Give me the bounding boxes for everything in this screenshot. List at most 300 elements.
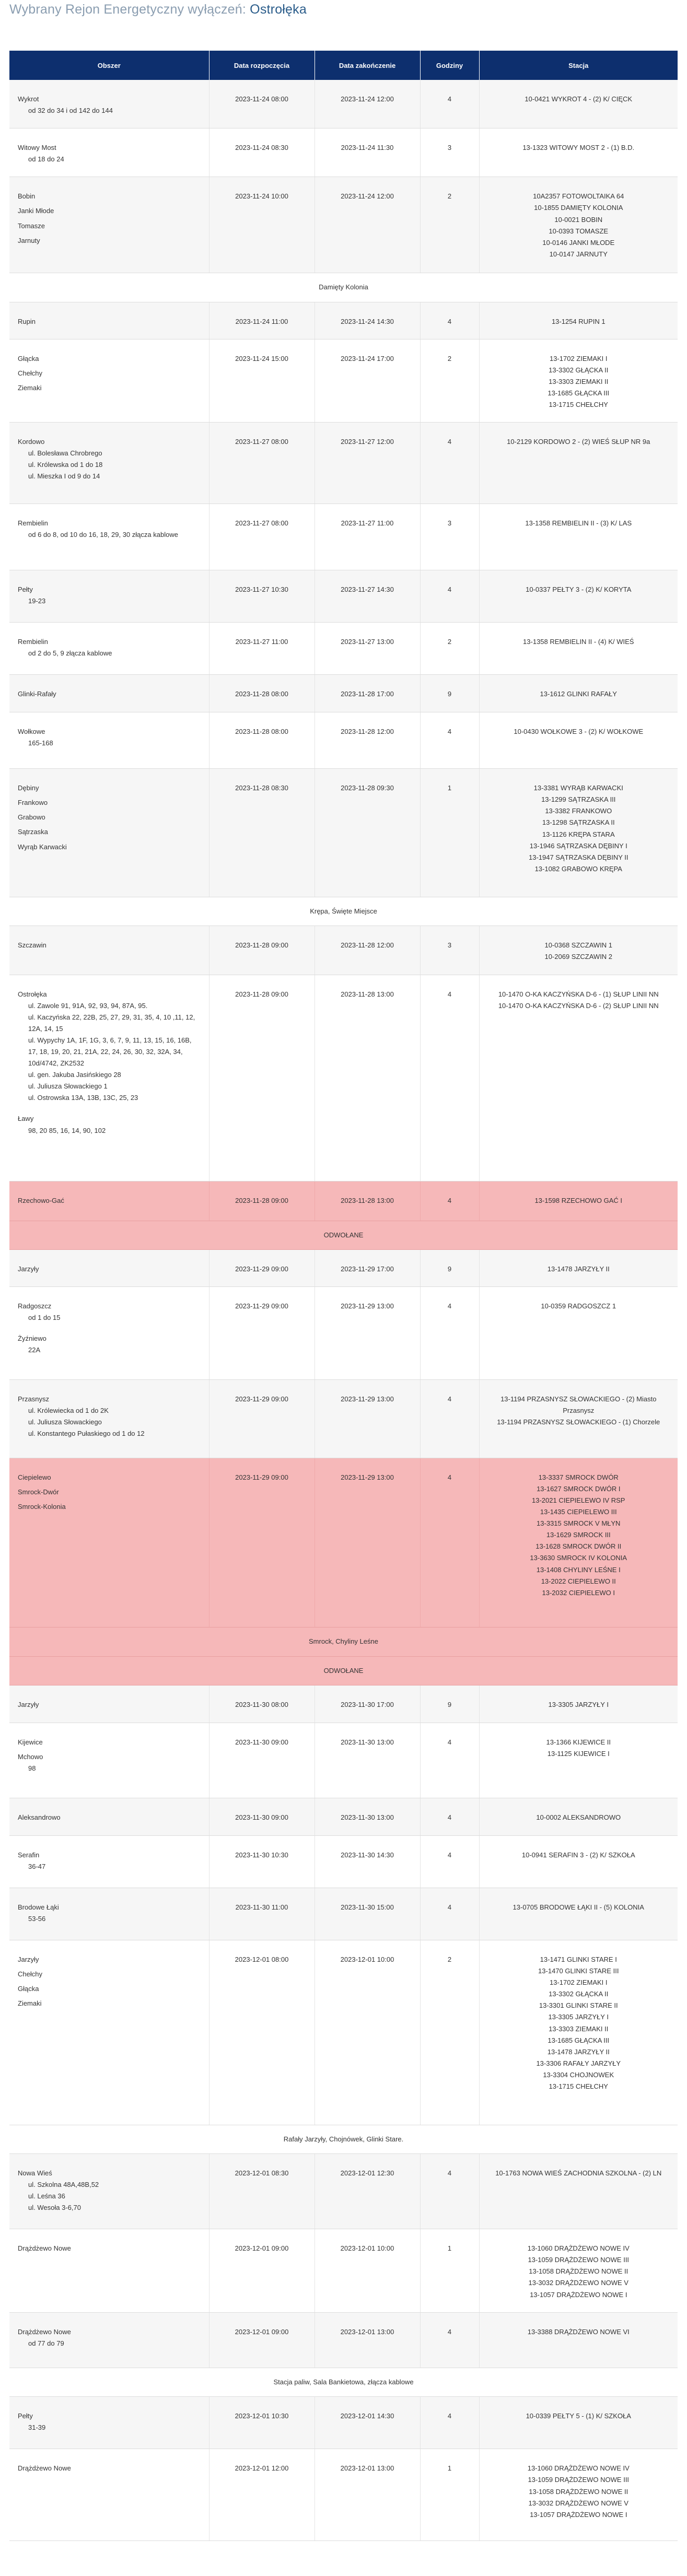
table-row [9,177,678,273]
table-header [9,51,678,80]
station-name: 13-1628 SMROCK DWÓR II [535,1542,622,1551]
table-row [9,1723,678,1798]
station-name: 10-1763 NOWA WIEŚ ZACHODNIA SZKOLNA - (2) LN [495,2169,662,2177]
station-name: 10-0146 JANKI MŁODE [542,238,615,247]
table-row [9,1286,678,1379]
end-date-cell: 2023-11-28 13:00 [315,975,420,1181]
location-detail: od 1 do 15 [28,1313,61,1321]
area-cell [9,1723,209,1798]
end-date-cell: 2023-11-30 14:30 [315,1835,420,1888]
location [18,826,201,838]
location [18,368,201,379]
location-detail: ul. Kaczyńska 22, 22B, 25, 27, 29, 31, 35, 4, 10 ,11, 12, 12A, 14, 15 [28,1013,195,1033]
station-cell [479,1888,678,1940]
station-cell [479,1940,678,2125]
location [18,797,201,809]
location-name: Ławy [18,1115,34,1123]
location [18,436,201,482]
table-row [9,712,678,769]
station-name: 13-3388 DRĄŻDŻEWO NOWE VI [527,2328,630,2336]
start-date-cell: 2023-11-28 08:00 [209,712,315,769]
station-name: 10-0021 BOBIN [554,215,603,224]
station-name: 13-1058 DRĄŻDŻEWO NOWE II [529,2487,628,2496]
hours-cell: 9 [420,1685,479,1723]
table-note-row [9,897,678,926]
area-cell [9,1798,209,1835]
area-cell [9,926,209,975]
location-name: Chełchy [18,1970,42,1978]
location [18,1849,201,1872]
area-cell [9,2154,209,2229]
table-note-row [9,2125,678,2153]
station-cell [479,2397,678,2449]
station-name: 13-3305 JARZYŁY I [548,1700,609,1708]
hours-cell: 4 [420,423,479,504]
hours-cell: 4 [420,1379,479,1458]
station-name: 13-1298 SĄTRZASKA II [542,818,615,827]
station-name: 13-1057 DRĄŻDŻEWO NOWE I [530,2510,627,2519]
station-name: 13-1685 GŁĄCKA III [548,389,610,397]
hours-cell: 4 [420,2397,479,2449]
location-name: Nowa Wieś [18,2169,52,2177]
end-date-cell: 2023-11-24 14:30 [315,302,420,339]
location [18,1301,201,1324]
station-name: 13-1059 DRĄŻDŻEWO NOWE III [528,2476,630,2484]
table-row [9,2313,678,2368]
hours-cell: 2 [420,623,479,675]
start-date-cell: 2023-11-28 09:00 [209,975,315,1181]
station-name: 13-3032 DRĄŻDŻEWO NOWE V [528,2279,628,2287]
station-name: 13-1060 DRĄŻDŻEWO NOWE IV [527,2464,630,2473]
area-cell [9,80,209,128]
station-name: 13-3306 RAFAŁY JARZYŁY [536,2059,621,2067]
location [18,1394,201,1439]
station-name: 13-1254 RUPIN 1 [551,317,606,325]
location-detail: od 2 do 5, 9 złącza kablowe [28,649,112,658]
location [18,1486,201,1498]
table-row [9,1249,678,1286]
station-name: 13-3301 GLINKI STARE II [539,2001,618,2010]
location [18,1333,201,1356]
station-name: 10-0421 WYKROT 4 - (2) K/ CIĘCK [525,95,633,103]
location [18,1501,201,1513]
station-name: 13-1946 SĄTRZASKA DĘBINY I [529,841,627,850]
table-note-row [9,1627,678,1656]
location-name: Rembielin [18,638,48,646]
station-cell [479,975,678,1181]
end-date-cell: 2023-11-27 13:00 [315,623,420,675]
location-name: Pełty [18,2412,33,2420]
location-detail: ul. Wesoła 3-6,70 [28,2204,81,2212]
location-detail: ul. Zawole 91, 91A, 92, 93, 94, 87A, 95. [28,1001,148,1010]
area-cell [9,1940,209,2125]
location-name: Rembielin [18,519,48,528]
hours-cell: 4 [420,2313,479,2368]
start-date-cell: 2023-11-29 09:00 [209,1458,315,1627]
location-name: Głącka [18,1985,39,1993]
start-date-cell: 2023-11-30 09:00 [209,1798,315,1835]
end-date-cell: 2023-12-01 10:00 [315,1940,420,2125]
start-date-cell: 2023-11-24 10:00 [209,177,315,273]
location-name: Frankowo [18,799,48,807]
station-name: 13-1358 REMBIELIN II - (4) K/ WIEŚ [523,638,634,646]
station-name: 13-1125 KIJEWICE I [547,1750,610,1758]
table-header-row [9,51,678,80]
location-name: Kordowo [18,438,45,446]
hours-cell: 9 [420,1249,479,1286]
location [18,1699,201,1711]
location [18,1954,201,1965]
area-cell [9,2313,209,2368]
table-row [9,2154,678,2229]
hours-cell: 2 [420,1940,479,2125]
location-name: Jarnuty [18,236,40,244]
region-name: Ostrołęka [250,2,307,17]
location [18,382,201,394]
station-cell [479,926,678,975]
location-detail: ul. Wypychy 1A, 1F, 1G, 3, 6, 7, 9, 11, 13, 15, 16, 16B, 17, 18, 19, 20, 21, 21A, 22, 24, 26, 30, 32, 32A, 34, 10d/4742, ZK2532 [28,1036,192,1068]
location-name: Ciepielewo [18,1473,51,1481]
page-title [9,2,678,17]
table-row [9,675,678,712]
station-name: 13-1685 GŁĄCKA III [548,2036,610,2044]
location [18,93,201,116]
table-row [9,1888,678,1940]
location-name: Pełty [18,586,33,594]
table-row [9,1458,678,1627]
hours-cell: 3 [420,926,479,975]
table-note-row [9,2368,678,2397]
station-cell [479,1835,678,1888]
location-detail: ul. Szkolna 48A,48B,52 [28,2181,99,2189]
location-detail: ul. Ostrowska 13A, 13B, 13C, 25, 23 [28,1094,138,1102]
location [18,235,201,247]
table-row [9,1940,678,2125]
end-date-cell: 2023-11-27 12:00 [315,423,420,504]
location-name: Janki Młode [18,207,54,215]
location-detail: ul. Juliusza Słowackiego 1 [28,1082,108,1091]
station-name: 13-0705 BRODOWE ŁĄKI II - (5) KOLONIA [513,1903,644,1911]
station-cell [479,1458,678,1627]
station-name: 13-1471 GLINKI STARE I [540,1955,617,1963]
location [18,1751,201,1774]
station-name: 13-1702 ZIEMAKI I [549,354,608,362]
station-name: 13-1629 SMROCK III [546,1531,611,1539]
column-header-end: Data zakończenie [315,51,420,80]
station-name: 13-3032 DRĄŻDŻEWO NOWE V [528,2499,628,2507]
table-row [9,339,678,422]
location-name: Tomasze [18,221,45,230]
station-name: 13-1435 CIEPIELEWO III [540,1508,617,1516]
location-name: Wykrot [18,95,39,103]
outage-table [9,51,678,2541]
station-cell [479,2154,678,2229]
column-header-start: Data rozpoczęcia [209,51,315,80]
hours-cell: 4 [420,975,479,1181]
location-name: Drążdżewo Nowe [18,2244,71,2253]
location-detail: 36-47 [28,1863,46,1871]
location [18,142,201,165]
location-name: Jarzyły [18,1955,39,1963]
location [18,2410,201,2433]
station-name: 13-1470 GLINKI STARE III [538,1967,619,1975]
end-date-cell: 2023-11-24 12:00 [315,80,420,128]
end-date-cell: 2023-12-01 13:00 [315,2313,420,2368]
station-cell [479,423,678,504]
start-date-cell: 2023-11-28 08:00 [209,675,315,712]
station-cell [479,1723,678,1798]
hours-cell: 2 [420,339,479,422]
area-cell [9,504,209,570]
station-name: 13-1715 CHEŁCHY [549,2082,608,2090]
table-row [9,1798,678,1835]
station-cell [479,1286,678,1379]
station-cell [479,1181,678,1221]
table-row [9,926,678,975]
start-date-cell: 2023-11-28 09:00 [209,1181,315,1221]
station-name: 10-0339 PEŁTY 5 - (1) K/ SZKOŁA [526,2412,631,2420]
area-cell [9,570,209,623]
station-name: 13-3303 ZIEMAKI II [549,2024,609,2033]
location-name: Mchowo [18,1753,43,1761]
location-detail: 53-56 [28,1915,46,1923]
hours-cell: 4 [420,302,479,339]
hours-cell: 4 [420,712,479,769]
table-row [9,504,678,570]
station-name: 13-1627 SMROCK DWÓR I [537,1484,621,1493]
station-cell [479,504,678,570]
station-name: 10-0147 JARNUTY [549,250,608,258]
location [18,316,201,327]
hours-cell: 1 [420,769,479,897]
location-name: Glinki-Rafały [18,690,56,698]
station-cell [479,769,678,897]
note-cell: ODWOŁANE [9,1221,678,1249]
station-cell [479,1798,678,1835]
location [18,2168,201,2214]
table-row [9,80,678,128]
area-cell [9,2229,209,2313]
location [18,2326,201,2349]
location-name: Sątrzaska [18,828,48,836]
table-row [9,302,678,339]
station-name: 10-0368 SZCZAWIN 1 [544,941,613,950]
location-name: Rzechowo-Gać [18,1196,64,1204]
location-detail: ul. gen. Jakuba Jasińskiego 28 [28,1071,121,1079]
area-cell [9,339,209,422]
location-detail: 98 [28,1764,36,1773]
location-detail: od 32 do 34 i od 142 do 144 [28,107,113,115]
start-date-cell: 2023-11-24 08:30 [209,128,315,177]
area-cell [9,128,209,177]
station-name: 13-3302 GŁĄCKA II [549,1990,609,1998]
location-detail: od 77 do 79 [28,2339,64,2348]
location-detail: ul. Mieszka I od 9 do 14 [28,472,100,481]
location-name: Przasnysz [18,1395,49,1403]
location-name: Witowy Most [18,144,56,152]
area-cell [9,177,209,273]
location-name: Głącka [18,354,39,362]
start-date-cell: 2023-11-29 09:00 [209,1379,315,1458]
table-row [9,128,678,177]
station-cell [479,128,678,177]
end-date-cell: 2023-11-28 12:00 [315,926,420,975]
location [18,636,201,659]
station-name: 13-3303 ZIEMAKI II [549,377,609,385]
station-cell [479,177,678,273]
area-cell [9,1458,209,1627]
location-name: Bobin [18,192,36,201]
location-name: Jarzyły [18,1264,39,1273]
station-name: 13-1612 GLINKI RAFAŁY [540,690,617,698]
station-name: 10-1855 DAMIĘTY KOLONIA [534,204,623,212]
area-cell [9,675,209,712]
table-row [9,2449,678,2541]
station-cell [479,2229,678,2313]
location [18,1902,201,1925]
location [18,220,201,232]
location-name: Drążdżewo Nowe [18,2328,71,2336]
table-note-row [9,273,678,302]
start-date-cell: 2023-12-01 08:00 [209,1940,315,2125]
station-cell [479,1249,678,1286]
station-name: 13-3337 SMROCK DWÓR [538,1473,619,1481]
start-date-cell: 2023-12-01 10:30 [209,2397,315,2449]
hours-cell: 4 [420,570,479,623]
station-name: 10A2357 FOTOWOLTAIKA 64 [533,192,624,201]
station-name: 10-0430 WOŁKOWE 3 - (2) K/ WOŁKOWE [514,728,644,736]
location-name: Drążdżewo Nowe [18,2464,71,2473]
end-date-cell: 2023-11-24 17:00 [315,339,420,422]
end-date-cell: 2023-11-27 11:00 [315,504,420,570]
station-name: 10-2069 SZCZAWIN 2 [544,953,613,961]
start-date-cell: 2023-11-24 11:00 [209,302,315,339]
end-date-cell: 2023-11-30 13:00 [315,1798,420,1835]
location-name: Szczawin [18,941,46,950]
location-name: Ziemaki [18,383,42,392]
location-detail: od 18 do 24 [28,155,64,163]
location-detail: ul. Leśna 36 [28,2192,65,2200]
start-date-cell: 2023-11-29 09:00 [209,1286,315,1379]
location-detail: ul. Królewiecka od 1 do 2K [28,1406,109,1414]
end-date-cell: 2023-12-01 14:30 [315,2397,420,2449]
area-cell [9,1685,209,1723]
location [18,353,201,365]
location [18,1998,201,2009]
end-date-cell: 2023-11-30 13:00 [315,1723,420,1798]
station-cell [479,302,678,339]
table-row [9,423,678,504]
table-row [9,1379,678,1458]
location [18,841,201,853]
area-cell [9,769,209,897]
location-detail: 31-39 [28,2423,46,2432]
start-date-cell: 2023-11-28 09:00 [209,926,315,975]
area-cell [9,1379,209,1458]
location [18,2463,201,2474]
end-date-cell: 2023-11-29 13:00 [315,1286,420,1379]
area-cell [9,302,209,339]
station-name: 13-1323 WITOWY MOST 2 - (1) B.D. [522,144,635,152]
note-cell: ODWOŁANE [9,1656,678,1685]
start-date-cell: 2023-12-01 09:00 [209,2229,315,2313]
start-date-cell: 2023-11-24 15:00 [209,339,315,422]
station-cell [479,570,678,623]
area-cell [9,1181,209,1221]
location-name: Kijewice [18,1738,43,1746]
area-cell [9,2397,209,2449]
end-date-cell: 2023-11-28 13:00 [315,1181,420,1221]
location-detail: 165-168 [28,739,53,747]
station-name: 13-3304 CHOJNOWEK [543,2070,614,2079]
end-date-cell: 2023-11-24 12:00 [315,177,420,273]
hours-cell: 4 [420,1835,479,1888]
station-cell [479,2449,678,2541]
hours-cell: 9 [420,675,479,712]
hours-cell: 4 [420,1723,479,1798]
table-body [9,80,678,2541]
end-date-cell: 2023-12-01 12:30 [315,2154,420,2229]
location-detail: ul. Konstantego Pułaskiego od 1 do 12 [28,1430,145,1438]
hours-cell: 4 [420,1458,479,1627]
station-name: 13-2022 CIEPIELEWO II [541,1577,616,1585]
table-row [9,2229,678,2313]
location-name: Chełchy [18,369,42,377]
start-date-cell: 2023-11-30 09:00 [209,1723,315,1798]
area-cell [9,1888,209,1940]
location [18,1969,201,1980]
table-row [9,1685,678,1723]
start-date-cell: 2023-12-01 08:30 [209,2154,315,2229]
station-cell [479,1685,678,1723]
end-date-cell: 2023-11-28 09:30 [315,769,420,897]
location [18,205,201,217]
end-date-cell: 2023-11-30 15:00 [315,1888,420,1940]
area-cell [9,2449,209,2541]
location [18,989,201,1104]
end-date-cell: 2023-11-24 11:30 [315,128,420,177]
location [18,1812,201,1823]
start-date-cell: 2023-12-01 09:00 [209,2313,315,2368]
station-name: 13-1478 JARZYŁY II [547,1264,610,1273]
hours-cell: 3 [420,504,479,570]
location-name: Żyźniewo [18,1334,46,1342]
location-detail: od 6 do 8, od 10 do 16, 18, 29, 30 złącza kablowe [28,531,178,539]
table-row [9,975,678,1181]
location-name: Jarzyły [18,1700,39,1708]
area-cell [9,975,209,1181]
station-name: 10-0941 SERAFIN 3 - (2) K/ SZKOŁA [521,1851,635,1859]
location-name: Serafin [18,1851,40,1859]
table-row [9,1181,678,1221]
location [18,584,201,607]
location-name: Radgoszcz [18,1302,52,1310]
table-row [9,623,678,675]
table-row [9,570,678,623]
area-cell [9,423,209,504]
start-date-cell: 2023-11-27 11:00 [209,623,315,675]
table-row [9,2397,678,2449]
hours-cell: 4 [420,1888,479,1940]
station-name: 13-1715 CHEŁCHY [549,401,608,409]
location-name: Aleksandrowo [18,1813,61,1821]
table-note-row [9,1656,678,1685]
station-name: 13-3630 SMROCK IV KOLONIA [530,1554,627,1562]
table-note-row [9,1221,678,1249]
location [18,1737,201,1748]
station-name: 10-2129 KORDOWO 2 - (2) WIEŚ SŁUP NR 9a [507,438,650,446]
station-name: 10-0337 PEŁTY 3 - (2) K/ KORYTA [526,586,632,594]
